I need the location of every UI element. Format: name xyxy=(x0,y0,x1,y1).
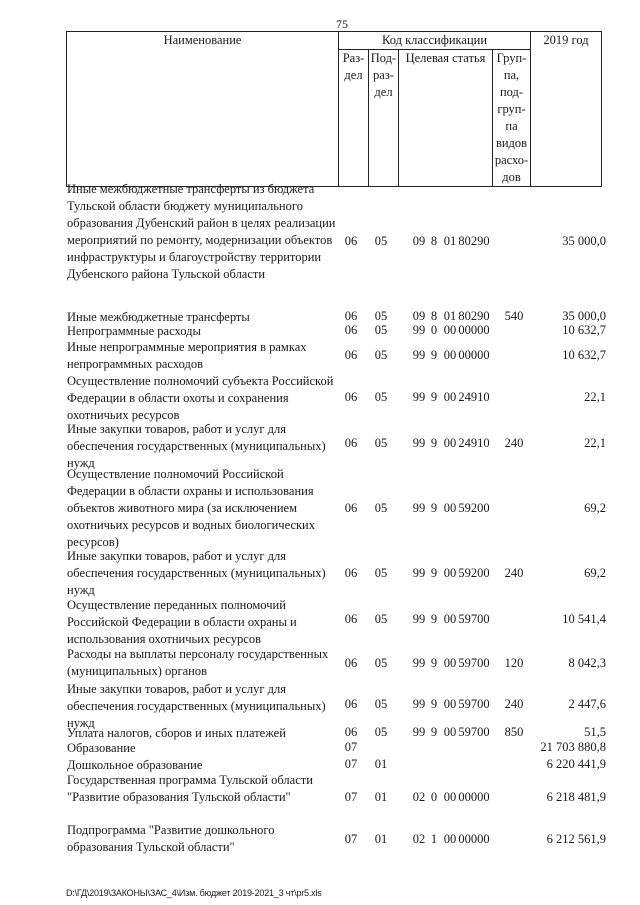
cell-target-direction: 59700 xyxy=(458,725,490,739)
cell-target-direction: 80290 xyxy=(458,309,490,323)
cell-razdel: 06 xyxy=(344,656,358,670)
cell-podrazdel: 05 xyxy=(374,656,388,670)
cell-target-subprogram: 9 xyxy=(430,656,438,670)
cell-target-program: 99 xyxy=(412,612,426,626)
cell-target-event: 00 xyxy=(443,697,457,711)
cell-name: Осуществление полномочий Российской Федерации в области охраны и использования объектов животного мира (за исключением охотничьих ресурсов и водных биологических ресурсов) xyxy=(67,467,315,549)
cell-target-event: 00 xyxy=(443,348,457,362)
cell-expense-type: 240 xyxy=(504,697,524,711)
cell-target-program: 99 xyxy=(412,436,426,450)
cell-target-direction: 59200 xyxy=(458,566,490,580)
cell-podrazdel: 05 xyxy=(374,566,388,580)
cell-expense-type: 120 xyxy=(504,656,524,670)
header-name: Наименование xyxy=(67,32,339,187)
cell-target-program: 02 xyxy=(412,790,426,804)
cell-razdel: 06 xyxy=(344,348,358,362)
cell-podrazdel: 05 xyxy=(374,323,388,337)
cell-amount-2019: 35 000,0 xyxy=(562,234,606,248)
cell-razdel: 07 xyxy=(344,790,358,804)
cell-razdel: 06 xyxy=(344,309,358,323)
cell-target-subprogram: 0 xyxy=(430,790,438,804)
cell-target-subprogram: 8 xyxy=(430,309,438,323)
cell-target-event: 00 xyxy=(443,790,457,804)
cell-razdel: 06 xyxy=(344,725,358,739)
cell-name: Подпрограмма "Развитие дошкольного образования Тульской области" xyxy=(67,823,275,854)
cell-razdel: 07 xyxy=(344,740,358,754)
cell-amount-2019: 69,2 xyxy=(584,566,606,580)
cell-target-direction: 00000 xyxy=(458,348,490,362)
cell-target-subprogram: 1 xyxy=(430,832,438,846)
cell-target-direction: 24910 xyxy=(458,390,490,404)
cell-amount-2019: 10 632,7 xyxy=(562,348,606,362)
cell-target-direction: 00000 xyxy=(458,790,490,804)
cell-target-program: 02 xyxy=(412,832,426,846)
cell-razdel: 06 xyxy=(344,390,358,404)
cell-name: Осуществление полномочий субъекта Российской Федерации в области охоты и сохранения охотничьих ресурсов xyxy=(67,374,334,422)
cell-podrazdel: 05 xyxy=(374,697,388,711)
cell-name: Государственная программа Тульской области "Развитие образования Тульской области" xyxy=(67,773,313,804)
cell-name: Иные закупки товаров, работ и услуг для обеспечения государственных (муниципальных) нужд xyxy=(67,682,326,730)
cell-target-subprogram: 9 xyxy=(430,725,438,739)
cell-target-direction: 00000 xyxy=(458,832,490,846)
cell-razdel: 07 xyxy=(344,832,358,846)
cell-name: Иные закупки товаров, работ и услуг для обеспечения государственных (муниципальных) нужд xyxy=(67,549,326,597)
cell-target-program: 09 xyxy=(412,309,426,323)
cell-target-subprogram: 0 xyxy=(430,323,438,337)
cell-podrazdel: 05 xyxy=(374,309,388,323)
cell-target-event: 01 xyxy=(443,234,457,248)
cell-target-direction: 59700 xyxy=(458,656,490,670)
cell-name: Уплата налогов, сборов и иных платежей xyxy=(67,726,286,740)
cell-target-program: 99 xyxy=(412,697,426,711)
cell-target-program: 99 xyxy=(412,725,426,739)
header-code-group: Код классификации xyxy=(339,32,531,50)
cell-amount-2019: 10 541,4 xyxy=(562,612,606,626)
page-number: 75 xyxy=(336,17,348,31)
cell-name: Дошкольное образование xyxy=(67,758,203,772)
cell-podrazdel: 05 xyxy=(374,234,388,248)
cell-podrazdel: 05 xyxy=(374,612,388,626)
cell-target-program: 99 xyxy=(412,656,426,670)
cell-target-direction: 59700 xyxy=(458,697,490,711)
cell-target-event: 00 xyxy=(443,725,457,739)
cell-target-direction: 80290 xyxy=(458,234,490,248)
header-razdel: Раз- дел xyxy=(339,50,369,187)
cell-name: Осуществление переданных полномочий Российской Федерации в области охраны и использования охотничьих ресурсов xyxy=(67,598,297,646)
cell-expense-type: 850 xyxy=(504,725,524,739)
cell-target-program: 99 xyxy=(412,501,426,515)
cell-podrazdel: 05 xyxy=(374,436,388,450)
cell-razdel: 06 xyxy=(344,501,358,515)
cell-target-event: 00 xyxy=(443,323,457,337)
cell-target-subprogram: 9 xyxy=(430,436,438,450)
cell-target-direction: 00000 xyxy=(458,323,490,337)
cell-podrazdel: 05 xyxy=(374,390,388,404)
cell-target-event: 00 xyxy=(443,436,457,450)
cell-razdel: 07 xyxy=(344,757,358,771)
cell-amount-2019: 22,1 xyxy=(584,390,606,404)
cell-target-subprogram: 9 xyxy=(430,697,438,711)
cell-razdel: 06 xyxy=(344,323,358,337)
cell-target-direction: 59200 xyxy=(458,501,490,515)
cell-amount-2019: 10 632,7 xyxy=(562,323,606,337)
cell-razdel: 06 xyxy=(344,436,358,450)
cell-target-event: 00 xyxy=(443,566,457,580)
cell-target-event: 00 xyxy=(443,832,457,846)
cell-razdel: 06 xyxy=(344,234,358,248)
header-target: Целевая статья xyxy=(399,50,493,187)
cell-expense-type: 240 xyxy=(504,566,524,580)
cell-target-event: 00 xyxy=(443,612,457,626)
cell-razdel: 06 xyxy=(344,697,358,711)
cell-target-program: 99 xyxy=(412,566,426,580)
cell-amount-2019: 51,5 xyxy=(584,725,606,739)
cell-amount-2019: 6 218 481,9 xyxy=(546,790,606,804)
cell-target-subprogram: 9 xyxy=(430,612,438,626)
cell-name: Иные межбюджетные трансферты из бюджета Тульской области бюджету муниципального образования Дубенский район в целях реализации мероприятий по ремонту, модернизации объектов инфраструктуры и благоустройству территории Дубенского района Тульской области xyxy=(67,182,336,281)
file-path-footer: D:\ГД\2019\ЗАКОНЫ\ЗАС_4\Изм. бюджет 2019-2021_3 чт\pr5.xls xyxy=(66,888,322,898)
cell-target-program: 99 xyxy=(412,390,426,404)
cell-target-subprogram: 8 xyxy=(430,234,438,248)
header-podrazdel: Под- раз- дел xyxy=(369,50,399,187)
cell-amount-2019: 8 042,3 xyxy=(568,656,606,670)
cell-amount-2019: 2 447,6 xyxy=(568,697,606,711)
cell-amount-2019: 6 212 561,9 xyxy=(546,832,606,846)
cell-target-event: 00 xyxy=(443,390,457,404)
cell-amount-2019: 6 220 441,9 xyxy=(546,757,606,771)
cell-podrazdel: 05 xyxy=(374,348,388,362)
cell-amount-2019: 22,1 xyxy=(584,436,606,450)
cell-target-program: 99 xyxy=(412,323,426,337)
cell-amount-2019: 69,2 xyxy=(584,501,606,515)
cell-target-event: 00 xyxy=(443,656,457,670)
cell-podrazdel: 05 xyxy=(374,501,388,515)
cell-expense-type: 540 xyxy=(504,309,524,323)
cell-name: Непрограммные расходы xyxy=(67,324,201,338)
cell-target-subprogram: 9 xyxy=(430,501,438,515)
cell-podrazdel: 01 xyxy=(374,790,388,804)
cell-target-event: 01 xyxy=(443,309,457,323)
cell-name: Иные непрограммные мероприятия в рамках непрограммных расходов xyxy=(67,340,307,371)
cell-target-subprogram: 9 xyxy=(430,348,438,362)
cell-target-event: 00 xyxy=(443,501,457,515)
cell-amount-2019: 21 703 880,8 xyxy=(540,740,606,754)
cell-target-program: 09 xyxy=(412,234,426,248)
cell-podrazdel: 01 xyxy=(374,757,388,771)
header-year: 2019 год xyxy=(531,32,602,187)
cell-razdel: 06 xyxy=(344,612,358,626)
cell-target-program: 99 xyxy=(412,348,426,362)
cell-name: Иные межбюджетные трансферты xyxy=(67,310,250,324)
cell-amount-2019: 35 000,0 xyxy=(562,309,606,323)
cell-razdel: 06 xyxy=(344,566,358,580)
cell-podrazdel: 05 xyxy=(374,725,388,739)
cell-podrazdel: 01 xyxy=(374,832,388,846)
cell-name: Образование xyxy=(67,741,136,755)
cell-target-subprogram: 9 xyxy=(430,390,438,404)
cell-target-subprogram: 9 xyxy=(430,566,438,580)
cell-name: Расходы на выплаты персоналу государственных (муниципальных) органов xyxy=(67,647,329,678)
cell-target-direction: 59700 xyxy=(458,612,490,626)
header-group: Груп- па, под- груп- па видов расхо- дов xyxy=(493,50,531,187)
cell-name: Иные закупки товаров, работ и услуг для обеспечения государственных (муниципальных) нужд xyxy=(67,422,326,470)
cell-target-direction: 24910 xyxy=(458,436,490,450)
cell-expense-type: 240 xyxy=(504,436,524,450)
